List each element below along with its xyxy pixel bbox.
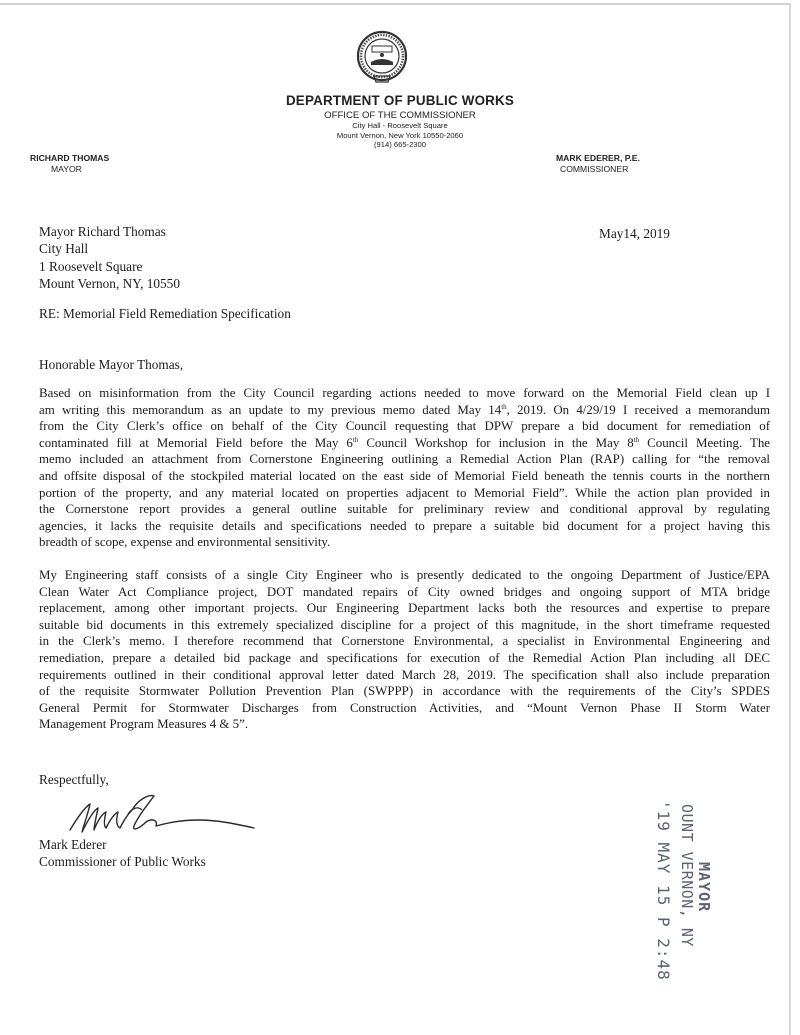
signer-block — [39, 836, 206, 870]
stamp-line2: OUNT VERNON, NY — [678, 804, 696, 947]
mayor-title: MAYOR — [51, 164, 82, 174]
p2-line: My Engineering staff consists of a single City Engineer who is presently dedicated to the ongoing Department of Justice/EPA — [39, 568, 770, 582]
mayor-name: RICHARD THOMAS — [30, 153, 110, 163]
p2-line: General Permit for Stormwater Discharges from Construction Activities, and “Mount Vernon Phase II Storm Water — [39, 700, 770, 715]
stamp-line3: '19 MAY 15 P 2:48 — [654, 800, 673, 981]
commissioner-title: COMMISSIONER — [560, 164, 629, 174]
recipient-line1: Mayor Richard Thomas — [39, 224, 166, 239]
p2-line: suitable bid documents in this extremely specialized discipline for a project of this magnitude, in the short timeframe requested — [39, 617, 770, 632]
salutation: Honorable Mayor Thomas, — [39, 357, 184, 372]
department-name: DEPARTMENT OF PUBLIC WORKS — [285, 93, 515, 108]
p1-line: breadth of scope, expense and environmental sensitivity. — [39, 535, 331, 550]
p1-line: portion of the property, and any material located on properties adjacent to Memorial Field”. While the action plan provided in — [39, 485, 770, 500]
office-name: OFFICE OF THE COMMISSIONER — [324, 110, 476, 121]
letter-date: May14, 2019 — [599, 226, 670, 241]
letterhead — [180, 93, 620, 150]
signer-title: Commissioner of Public Works — [39, 854, 206, 869]
p2-line: Management Program Measures 4 & 5”. — [39, 717, 249, 732]
p1-line: and offsite disposal of the stockpiled material located on the east side of Memorial Field beneath the tennis courts in the northern — [39, 468, 770, 483]
stamp-line1: MAYOR — [695, 862, 713, 913]
recipient-address — [39, 223, 180, 292]
p1-line: the Cornerstone report provides a general outline suitable for preliminary review and conditional approval by regulating — [39, 502, 770, 517]
letterhead-phone: (914) 665-2300 — [374, 140, 426, 149]
body-paragraph-2 — [39, 567, 770, 733]
mayor-block — [30, 153, 109, 175]
p2-line: replacement, among other important projects. Our Engineering Department lacks both the resources and expertise to prepare — [39, 601, 770, 616]
recipient-line2: City Hall — [39, 241, 89, 257]
p2-line: requirements outlined in their conditional approval letter dated March 28, 2019. The specification shall also include preparation — [39, 667, 770, 682]
p1-line: Based on misinformation from the City Council regarding actions needed to move forward on the Memorial Field clean up I — [39, 386, 770, 400]
body-paragraph-1 — [39, 385, 770, 551]
received-stamp — [600, 800, 713, 981]
p1-line: memo included an attachment from Cornerstone Engineering outlining a Remedial Action Plan (RAP) calling for “the removal — [39, 452, 770, 467]
signer-name: Mark Ederer — [39, 837, 107, 852]
p1-line: am writing this memorandum as an update to my previous memo dated May 14th, 2019. On 4/29/19 I received a memorandum — [39, 402, 770, 417]
received-stamp-text — [652, 800, 712, 981]
recipient-line3: 1 Roosevelt Square — [39, 258, 143, 274]
commissioner-name: MARK EDERER, P.E. — [556, 153, 640, 163]
closing: Respectfully, — [39, 772, 109, 787]
p2-line: Clean Water Act Compliance project, DOT mandated repairs of City owned bridges and ongoing support of MTA bridge — [39, 584, 770, 599]
page-edge-top — [0, 3, 790, 5]
p2-line: remediation, prepare a detailed bid package and specifications for execution of the Remedial Action Plan including all DEC — [39, 650, 770, 665]
p2-line: of the requisite Stormwater Pollution Prevention Plan (SWPPP) in accordance with the requirements of the City’s SPDES — [39, 684, 770, 699]
recipient-line4: Mount Vernon, NY, 10550 — [39, 275, 180, 291]
p1-line: from the City Clerk’s office on behalf of the City Council requesting that DPW prepare a bid document for remediation of — [39, 419, 770, 434]
p2-line: in the Clerk’s memo. I therefore recommend that Cornerstone Environmental, a specialist in Environmental Engineering and — [39, 634, 770, 649]
city-seal-icon — [352, 30, 412, 86]
letterhead-address-line2: Mount Vernon, New York 10550-2060 — [336, 130, 464, 140]
subject-line: RE: Memorial Field Remediation Specification — [39, 306, 291, 321]
letterhead-address-line1: City Hall - Roosevelt Square — [352, 121, 448, 130]
signature-icon — [68, 790, 258, 840]
page-edge-right — [789, 3, 791, 1035]
p1-line: agencies, it lacks the requisite details and specifications needed to prepare a suitable bid document for a project having this — [39, 518, 770, 533]
p1-line: contaminated fill at Memorial Field before the May 6th Council Workshop for inclusion in the May 8th Council Meeting. The — [39, 435, 770, 450]
commissioner-block — [556, 153, 640, 175]
